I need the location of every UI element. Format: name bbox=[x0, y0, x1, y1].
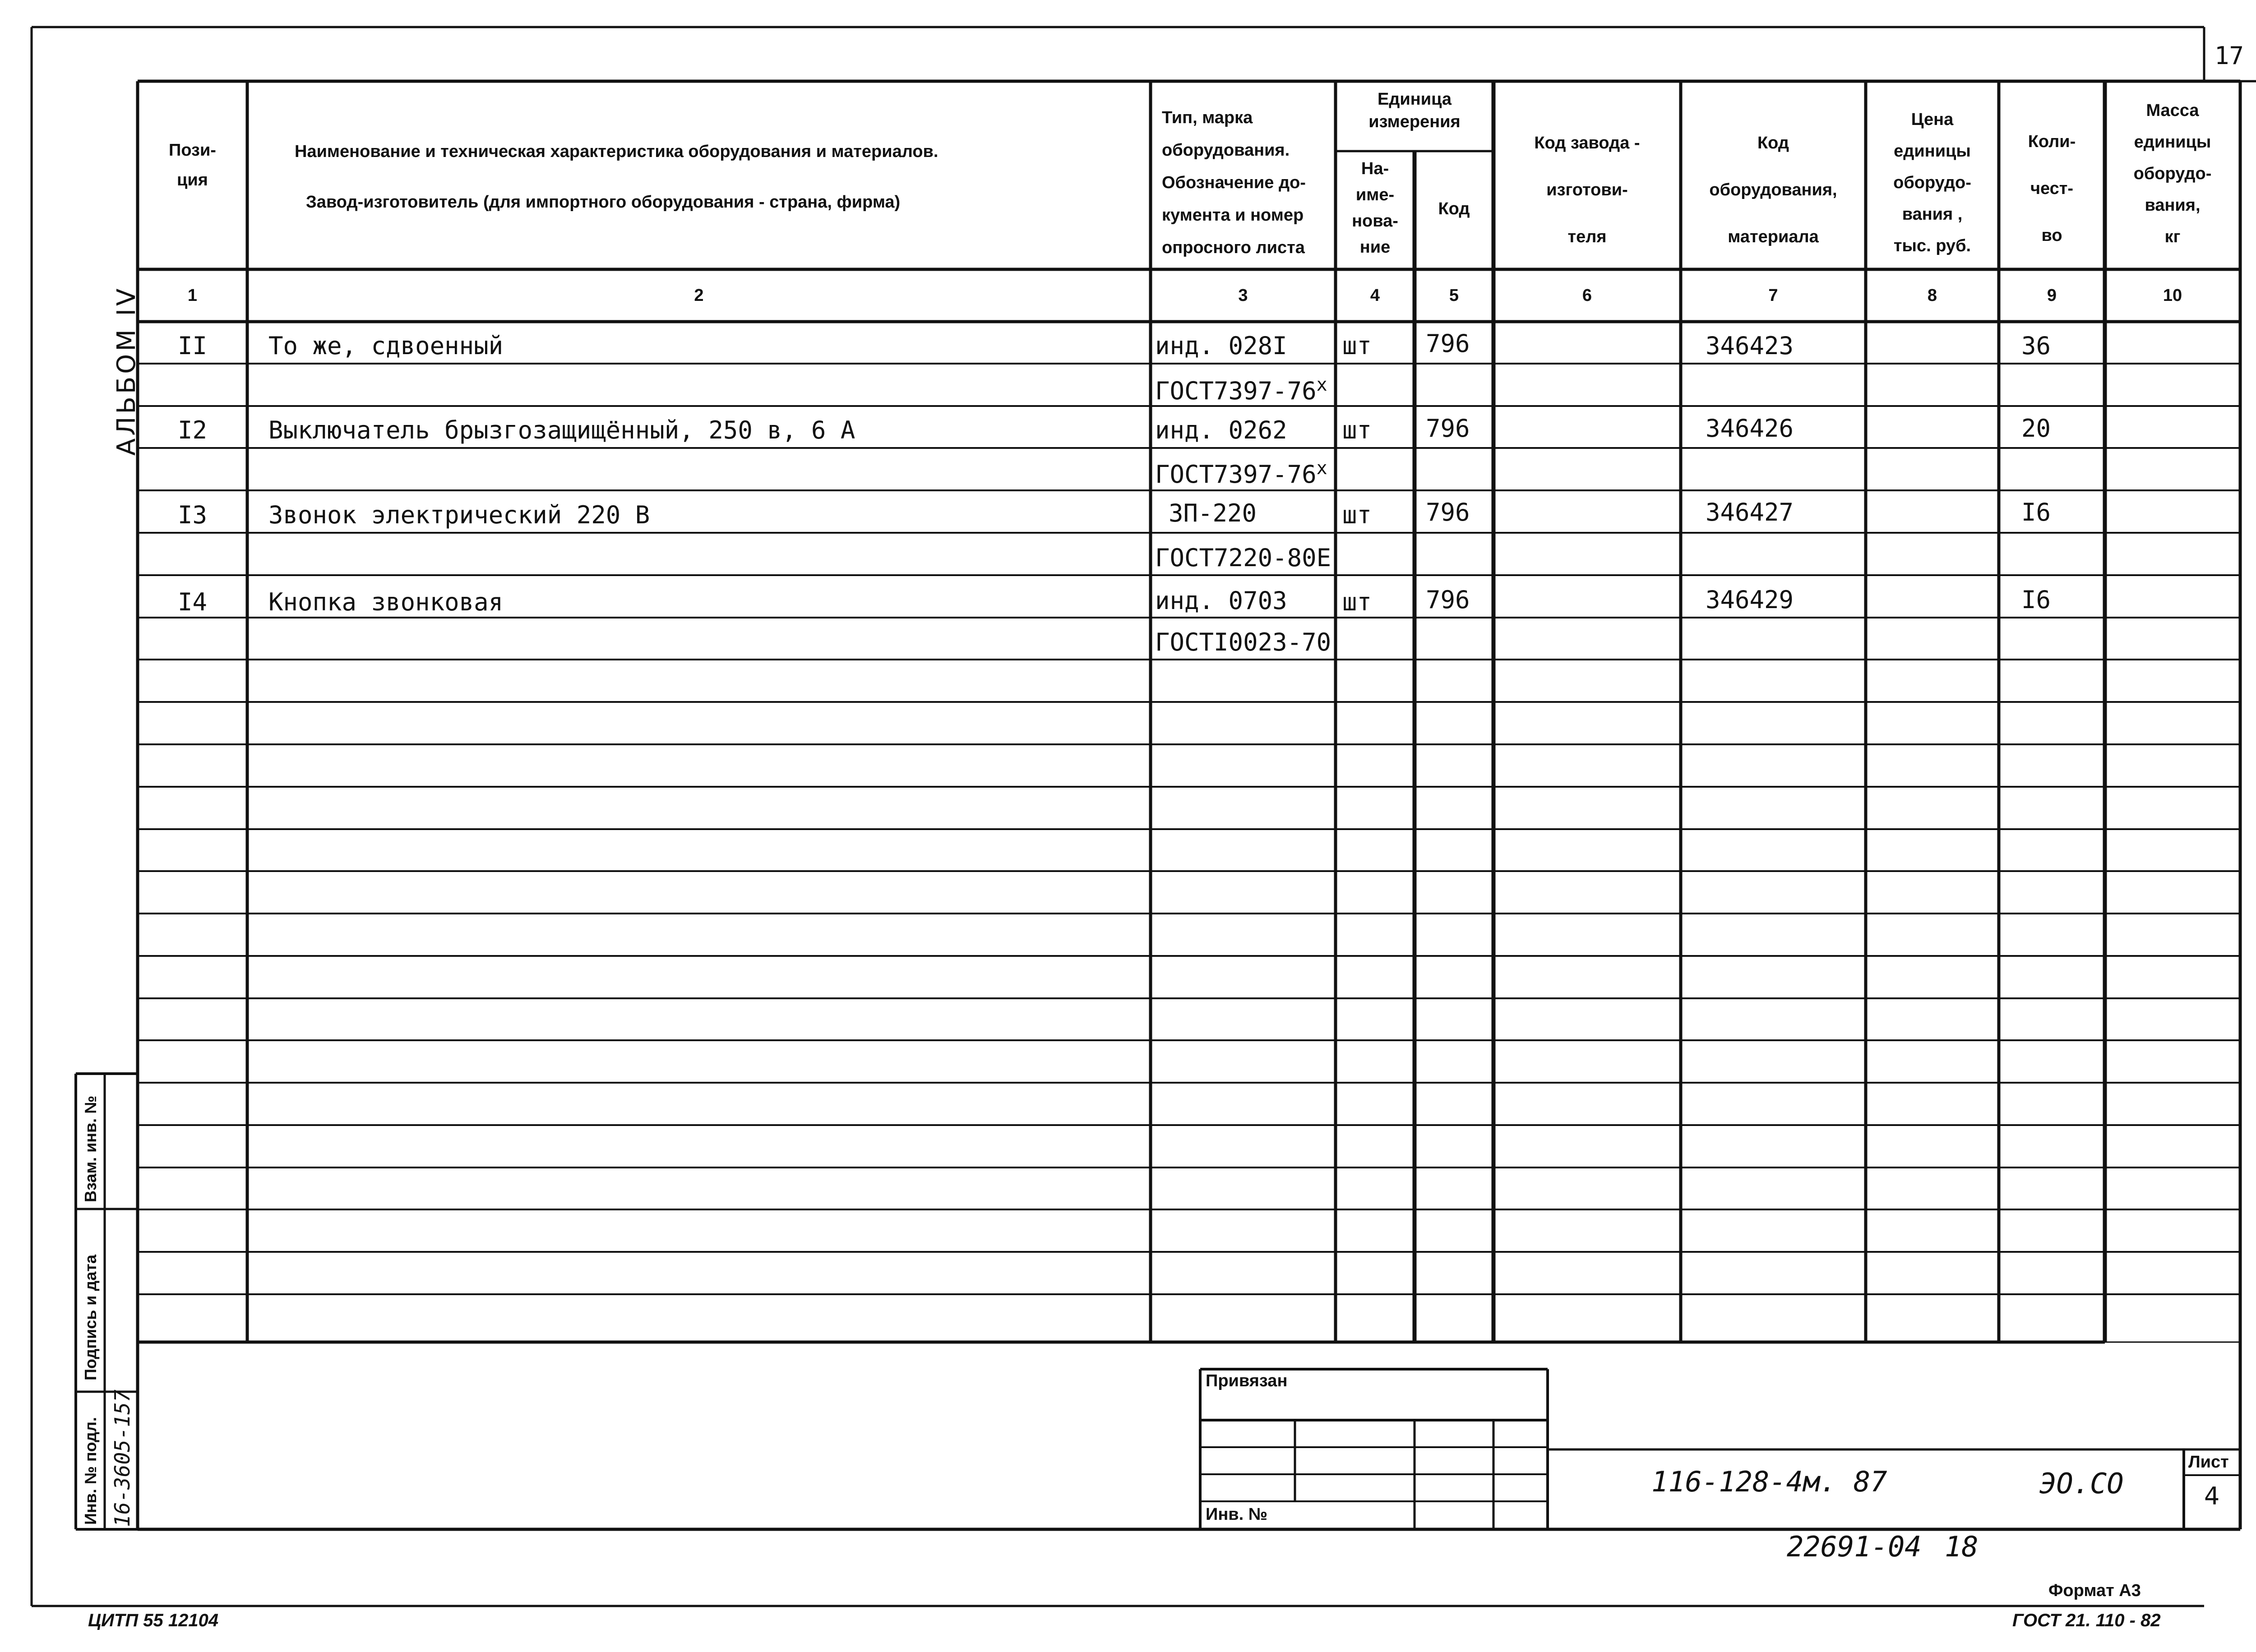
stamp-inv-podl-label: Инв. № подл. bbox=[81, 1417, 100, 1525]
column-number: 3 bbox=[1238, 286, 1248, 305]
sheet-corner-number: 17 bbox=[2214, 42, 2244, 70]
row-equipment-code: 346429 bbox=[1706, 586, 1794, 614]
privyazan-label: Привязан bbox=[1206, 1371, 1288, 1390]
header-mass: Масса единицы оборудо- вания, кг bbox=[2133, 101, 2212, 246]
header-type: Тип, марка оборудования. Обозначение до- кумента и номер опросного листа bbox=[1162, 108, 1306, 257]
row-type: ЗП-220 bbox=[1169, 499, 1257, 527]
header-position: Пози- ция bbox=[169, 141, 216, 189]
print-code: ЦИТП 55 12104 bbox=[88, 1610, 219, 1630]
list-value: 4 bbox=[2204, 1482, 2220, 1510]
header-quantity: Коли- чест- во bbox=[2028, 132, 2076, 245]
row-unit-code: 796 bbox=[1426, 414, 1470, 443]
document-code: 116-128-4м. 87 bbox=[1651, 1465, 1887, 1498]
header-price: Цена единицы оборудо- вания , тыс. руб. bbox=[1893, 110, 1971, 255]
row-document: ГОСТ7397-76$^x$ bbox=[1155, 458, 1327, 489]
row-name: То же, сдвоенный bbox=[268, 332, 504, 360]
header-equipment-code: Код оборудования, материала bbox=[1709, 134, 1837, 246]
row-equipment-code: 346426 bbox=[1706, 414, 1794, 443]
row-type: инд. 0703 bbox=[1155, 586, 1287, 615]
row-quantity: 20 bbox=[2021, 414, 2051, 443]
row-position: II bbox=[177, 332, 208, 360]
header-factory-code: Код завода - изготови- теля bbox=[1534, 134, 1640, 246]
row-unit-code: 796 bbox=[1426, 586, 1470, 614]
header-unit-group: Единица измерения bbox=[1368, 90, 1461, 131]
row-type: инд. 0262 bbox=[1155, 416, 1287, 444]
stamp-vzam-label: Взам. инв. № bbox=[81, 1095, 100, 1202]
row-position: I3 bbox=[177, 501, 208, 529]
row-name: Выключатель брызгозащищённый, 250 в, 6 А bbox=[268, 416, 855, 444]
list-label: Лист bbox=[2188, 1453, 2229, 1472]
row-unit-code: 796 bbox=[1426, 498, 1470, 526]
row-equipment-code: 346423 bbox=[1706, 332, 1794, 360]
row-quantity: I6 bbox=[2021, 498, 2051, 526]
row-unit: шт bbox=[1342, 588, 1372, 616]
column-number: 5 bbox=[1449, 286, 1459, 305]
row-document: ГОСТ7220-80Е bbox=[1155, 544, 1331, 572]
order-sheet: 18 bbox=[1945, 1530, 1979, 1563]
row-type: инд. 028I bbox=[1155, 332, 1287, 360]
header-unit-code: Код bbox=[1438, 199, 1470, 218]
row-quantity: 36 bbox=[2021, 332, 2051, 360]
format-label: Формат А3 bbox=[2048, 1581, 2141, 1600]
gost-label: ГОСТ 21. 110 - 82 bbox=[2012, 1610, 2161, 1630]
row-document: ГОСТ7397-76$^x$ bbox=[1155, 374, 1327, 405]
row-unit: шт bbox=[1342, 416, 1372, 444]
column-number: 9 bbox=[2047, 286, 2057, 305]
row-unit: шт bbox=[1342, 501, 1372, 529]
row-document: ГОСТI0023-70 bbox=[1155, 628, 1331, 656]
stamp-podpis-label: Подпись и дата bbox=[81, 1255, 100, 1380]
album-label: АЛЬБОМ IV bbox=[112, 286, 141, 456]
row-unit-code: 796 bbox=[1426, 329, 1470, 358]
column-number: 6 bbox=[1582, 286, 1592, 305]
column-number: 2 bbox=[694, 286, 704, 305]
header-unit-name: На- име- нова- ние bbox=[1352, 159, 1398, 257]
document-suffix: ЭО.СО bbox=[2039, 1467, 2124, 1500]
row-quantity: I6 bbox=[2021, 586, 2051, 614]
row-equipment-code: 346427 bbox=[1706, 498, 1794, 526]
row-position: I4 bbox=[177, 588, 208, 616]
row-name: Кнопка звонковая bbox=[268, 588, 504, 616]
stamp-inv-value: 16-3605-157 bbox=[110, 1389, 134, 1527]
row-name: Звонок электрический 220 В bbox=[268, 501, 650, 529]
column-number: 1 bbox=[187, 286, 198, 305]
inv-no-label: Инв. № bbox=[1206, 1505, 1268, 1524]
column-number: 7 bbox=[1768, 286, 1778, 305]
order-number: 22691-04 bbox=[1787, 1530, 1922, 1563]
row-unit: шт bbox=[1342, 332, 1372, 360]
column-number: 4 bbox=[1370, 286, 1380, 305]
header-name: Наименование и техническая характеристика оборудования и материалов. Завод-изготовитель (для импортного оборудования - страна, фирма) bbox=[295, 142, 938, 212]
column-number: 10 bbox=[2163, 286, 2182, 305]
column-number: 8 bbox=[1927, 286, 1937, 305]
row-position: I2 bbox=[177, 416, 208, 444]
